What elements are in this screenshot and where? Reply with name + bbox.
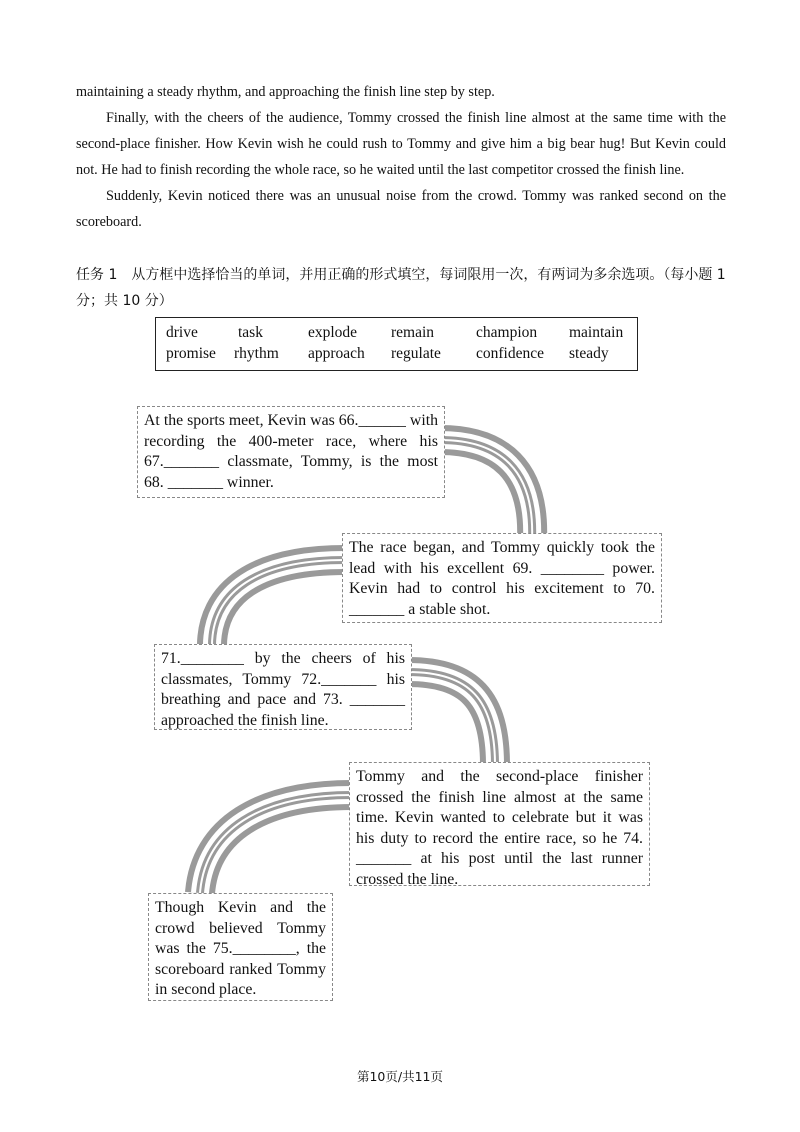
page-number: 第10页/共11页	[356, 1069, 444, 1084]
word-confidence: confidence	[476, 345, 544, 362]
word-rhythm: rhythm	[234, 345, 279, 362]
story-card-1-text: At the sports meet, Kevin was 66.______ with recording the 400-meter race, where his 67._______ classmate, Tommy, is the most 68. _______ winner.	[144, 412, 438, 491]
word-champion: champion	[476, 324, 538, 341]
story-card-5-text: Though Kevin and the crowd believed Tommy was the 75.________, the scoreboard ranked Tommy in second place.	[155, 899, 326, 998]
word-steady: steady	[569, 345, 609, 362]
story-card-5	[148, 893, 333, 1001]
story-card-2-text: The race began, and Tommy quickly took the lead with his excellent 69. ________ power. Kevin had to control his excitement to 70. _______ a stable shot.	[349, 539, 655, 618]
story-card-2	[342, 533, 662, 623]
story-card-4	[349, 762, 650, 886]
story-card-3	[154, 644, 412, 730]
word-drive: drive	[166, 324, 198, 341]
word-approach: approach	[308, 345, 365, 362]
story-card-3-text: 71.________ by the cheers of his classmates, Tommy 72._______ his breathing and pace and 73. _______ approached the finish line.	[161, 650, 405, 729]
task-instruction: 任务 1 从方框中选择恰当的单词，并用正确的形式填空，每词限用一次，有两词为多余选项。（每小题 1 分；共 10 分）	[76, 267, 726, 309]
paragraph-1: maintaining a steady rhythm, and approaching the finish line step by step.	[76, 84, 495, 100]
word-promise: promise	[166, 345, 216, 362]
paragraph-2: Finally, with the cheers of the audience, Tommy crossed the finish line almost at the same time with the second-place finisher. How Kevin wish he could rush to Tommy and give him a big bear hug! But Kevin could not. He had to finish recording the whole race, so he waited until the last competitor crossed the finish line.	[76, 110, 726, 178]
word-regulate: regulate	[391, 345, 441, 362]
story-card-4-text: Tommy and the second-place finisher crossed the finish line almost at the same time. Kevin wanted to celebrate but it was his duty to record the entire race, so he 74. _______ at his post until the last runner crossed the line.	[356, 768, 643, 888]
paragraph-3: Suddenly, Kevin noticed there was an unusual noise from the crowd. Tommy was ranked second on the scoreboard.	[76, 188, 726, 230]
word-remain: remain	[391, 324, 435, 341]
word-task: task	[238, 324, 263, 341]
word-explode: explode	[308, 324, 358, 341]
word-maintain: maintain	[569, 324, 624, 341]
story-card-1	[137, 406, 445, 498]
